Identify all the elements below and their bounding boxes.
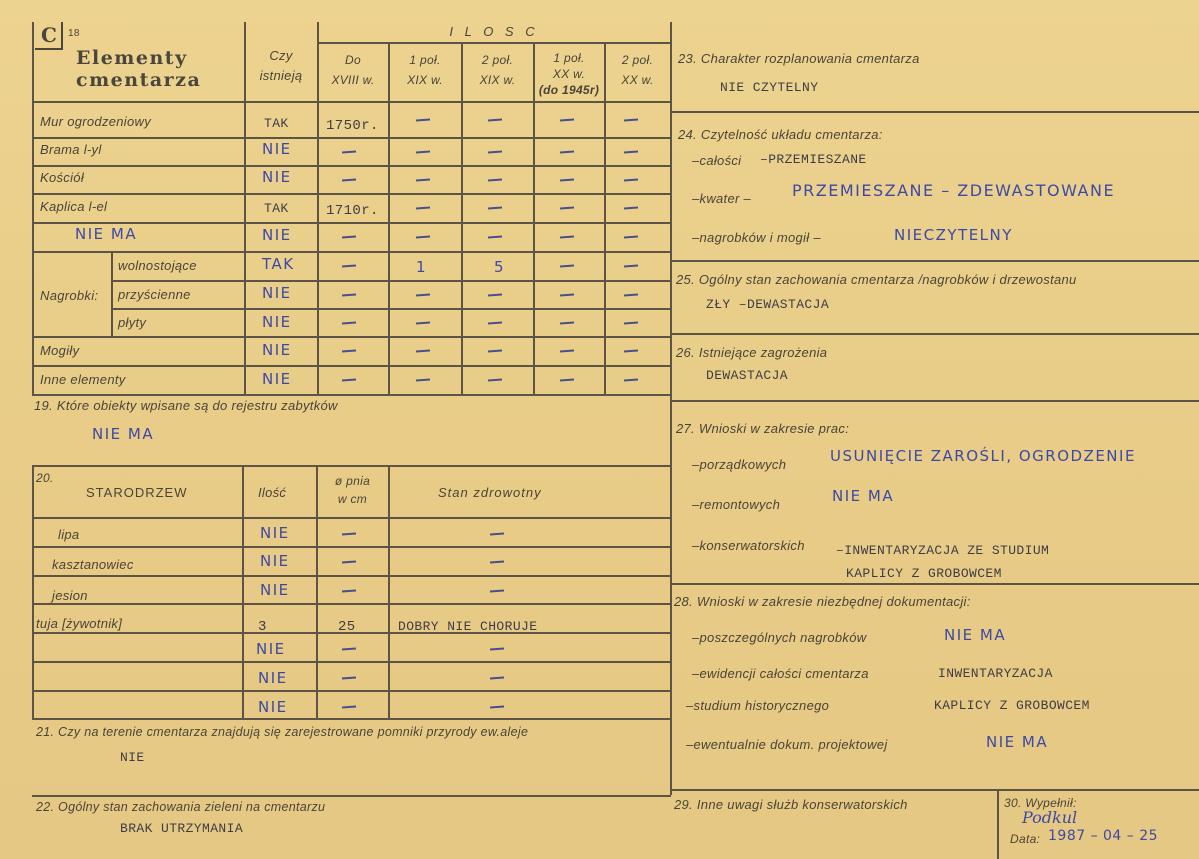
divider (32, 165, 671, 167)
divider (604, 42, 606, 395)
empty-cell-dash (560, 236, 574, 239)
empty-cell-dash (560, 119, 574, 122)
divider (32, 690, 671, 692)
empty-cell-dash (342, 151, 356, 154)
empty-cell-dash (560, 379, 574, 382)
czy-value: TAK (264, 201, 289, 216)
empty-cell-dash (560, 151, 574, 154)
col-header-2p-xx (605, 50, 670, 90)
empty-cell-dash (488, 379, 502, 382)
empty-cell-dash (560, 350, 574, 353)
q27-kons-label: –konserwatorskich (692, 538, 805, 553)
header-text: XVIII w. (331, 73, 375, 87)
empty-cell-dash (490, 677, 504, 680)
row-label-handwritten: NIE MA (75, 225, 138, 243)
q22-answer: BRAK UTRZYMANIA (120, 821, 244, 836)
divider (670, 400, 1199, 402)
divider (32, 465, 671, 467)
czy-value: NIE (262, 341, 292, 359)
divider (32, 603, 671, 605)
row-label: Inne elementy (40, 372, 126, 387)
tree-pnia: 25 (338, 619, 356, 635)
col-header-stan: Stan zdrowotny (438, 485, 542, 500)
header-text: istnieją (259, 68, 303, 83)
header-text: XX w. (621, 73, 654, 87)
q30-date: 1987 – 04 – 25 (1048, 828, 1159, 844)
empty-cell-dash (488, 119, 502, 122)
q27-porz-label: –porządkowych (692, 457, 787, 472)
q30-date-label: Data: (1010, 832, 1041, 846)
q28-label: 28. Wnioski w zakresie niezbędnej dokumentacji: (674, 594, 971, 609)
empty-cell-dash (342, 590, 356, 593)
tree-ilosc: NIE (260, 524, 290, 542)
row-label: Mur ogrodzeniowy (40, 114, 152, 129)
divider (242, 465, 244, 718)
col-header-1p-xx (534, 50, 604, 98)
empty-cell-dash (490, 561, 504, 564)
q24-nagrobkow-answer: NIECZYTELNY (894, 226, 1013, 244)
empty-cell-dash (416, 350, 430, 353)
signature: Podkul (1022, 808, 1078, 827)
q21-answer: NIE (120, 750, 145, 765)
q19-label: 19. Które obiekty wpisane są do rejestru zabytków (34, 398, 338, 413)
header-text: (do 1945r) (538, 83, 600, 97)
divider (997, 789, 999, 859)
q21-label: 21. Czy na terenie cmentarza znajdują się zarejestrowane pomniki przyrody ew.aleje (36, 725, 529, 739)
divider (32, 661, 671, 663)
empty-cell-dash (416, 119, 430, 122)
empty-cell-dash (342, 236, 356, 239)
empty-cell-dash (416, 151, 430, 154)
empty-cell-dash (342, 677, 356, 680)
q29-label: 29. Inne uwagi służb konserwatorskich (674, 797, 908, 812)
2p-xix-value: 5 (494, 258, 506, 276)
q25-answer: ZŁY –DEWASTACJA (706, 297, 830, 312)
tree-row-label: tuja [żywotnik] (36, 616, 123, 631)
q27-kons-answer: KAPLICY Z GROBOWCEM (846, 566, 1002, 581)
czy-value: TAK (262, 255, 295, 273)
header-text: ø pnia (334, 474, 371, 488)
col-header-pnia (317, 472, 388, 508)
header-text: 2 poł. (481, 53, 514, 67)
empty-cell-dash (624, 294, 638, 297)
empty-cell-dash (560, 265, 574, 268)
divider (32, 517, 671, 519)
q28-stud-answer: KAPLICY Z GROBOWCEM (934, 698, 1090, 713)
divider (670, 333, 1199, 335)
czy-value: NIE (262, 168, 292, 186)
empty-cell-dash (560, 207, 574, 210)
q19-answer: NIE MA (92, 425, 155, 443)
empty-cell-dash (416, 379, 430, 382)
divider (32, 394, 671, 396)
tree-ilosc: NIE (258, 698, 288, 716)
empty-cell-dash (342, 350, 356, 353)
tree-row-label: kasztanowiec (52, 557, 134, 572)
divider (670, 789, 1199, 791)
empty-cell-dash (342, 322, 356, 325)
q24-calosci-label: –całości (692, 153, 742, 168)
q27-kons-answer: –INWENTARYZACJA ZE STUDIUM (836, 543, 1050, 558)
empty-cell-dash (488, 236, 502, 239)
row-label: Kościół (40, 170, 85, 185)
divider (32, 101, 671, 103)
divider (111, 308, 671, 310)
divider (670, 111, 1199, 113)
empty-cell-dash (624, 151, 638, 154)
q24-kwater-answer: PRZEMIESZANE – ZDEWASTOWANE (792, 181, 1116, 200)
section-letter: C (35, 22, 63, 50)
q24-nagrobkow-label: –nagrobków i mogił – (692, 230, 821, 245)
q28-ewid-label: –ewidencji całości cmentarza (692, 666, 869, 681)
empty-cell-dash (488, 207, 502, 210)
divider (32, 365, 671, 367)
header-text: w cm (337, 492, 368, 506)
empty-cell-dash (490, 648, 504, 651)
empty-cell-dash (490, 533, 504, 536)
divider (670, 260, 1199, 262)
tree-ilosc: NIE (256, 640, 286, 658)
divider (670, 583, 1199, 585)
divider (388, 42, 390, 395)
divider (317, 42, 671, 44)
q25-label: 25. Ogólny stan zachowania cmentarza /nagrobków i drzewostanu (676, 272, 1077, 287)
header-text: 1 poł. (409, 53, 441, 67)
divider (32, 22, 34, 395)
empty-cell-dash (416, 294, 430, 297)
empty-cell-dash (488, 151, 502, 154)
row-label: przyścienne (118, 287, 191, 302)
row-label: Mogiły (40, 343, 80, 358)
q27-rem-answer: NIE MA (832, 487, 895, 505)
q28-ewid-answer: INWENTARYZACJA (938, 666, 1053, 681)
row-label: płyty (118, 315, 147, 330)
header-text: XX w. (552, 67, 586, 81)
q28-stud-label: –studium historycznego (686, 698, 830, 713)
tree-ilosc: NIE (260, 552, 290, 570)
col-header-2p-xix (462, 50, 533, 90)
col-header-1p-xix (389, 50, 461, 90)
empty-cell-dash (624, 350, 638, 353)
divider (32, 222, 671, 224)
empty-cell-dash (488, 179, 502, 182)
divider (388, 465, 390, 718)
header-text: XIX w. (479, 73, 516, 87)
empty-cell-dash (342, 265, 356, 268)
empty-cell-dash (342, 379, 356, 382)
row-label: wolnostojące (118, 258, 197, 273)
divider (32, 251, 671, 253)
tree-ilosc: NIE (258, 669, 288, 687)
row-label: Kaplica l-el (40, 199, 108, 214)
czy-value: NIE (262, 226, 292, 244)
q27-porz-answer: USUNIĘCIE ZAROŚLI, OGRODZENIE (830, 447, 1136, 465)
do-xviii-value: 1710r. (326, 203, 379, 219)
empty-cell-dash (624, 119, 638, 122)
q22-label: 22. Ogólny stan zachowania zieleni na cmentarzu (36, 800, 326, 814)
q23-answer: NIE CZYTELNY (720, 80, 819, 95)
header-text: Czy (269, 48, 293, 63)
q28-proj-label: –ewentualnie dokum. projektowej (686, 737, 888, 752)
empty-cell-dash (416, 179, 430, 182)
empty-cell-dash (342, 561, 356, 564)
empty-cell-dash (488, 322, 502, 325)
q28-posz-answer: NIE MA (944, 626, 1007, 644)
divider (32, 193, 671, 195)
empty-cell-dash (342, 533, 356, 536)
divider (461, 42, 463, 395)
q26-label: 26. Istniejące zagrożenia (676, 345, 828, 360)
q28-proj-answer: NIE MA (986, 733, 1049, 751)
page-title (76, 47, 201, 91)
divider (111, 280, 671, 282)
divider (32, 795, 671, 797)
empty-cell-dash (416, 236, 430, 239)
q26-answer: DEWASTACJA (706, 368, 789, 383)
empty-cell-dash (342, 294, 356, 297)
tree-ilosc: NIE (260, 581, 290, 599)
empty-cell-dash (624, 207, 638, 210)
nagrobki-label: Nagrobki: (40, 288, 99, 303)
empty-cell-dash (342, 706, 356, 709)
empty-cell-dash (560, 179, 574, 182)
empty-cell-dash (488, 350, 502, 353)
czy-value: NIE (262, 313, 292, 331)
q28-posz-label: –poszczególnych nagrobków (692, 630, 867, 645)
empty-cell-dash (416, 207, 430, 210)
divider (32, 465, 34, 718)
do-xviii-value: 1750r. (326, 118, 379, 134)
col-header-starodrzew: STARODRZEW (86, 485, 188, 500)
empty-cell-dash (624, 322, 638, 325)
header-text: XIX w. (407, 73, 443, 87)
tree-ilosc: 3 (258, 619, 267, 635)
q24-label: 24. Czytelność układu cmentarza: (678, 127, 883, 142)
header-text: Do (345, 53, 361, 67)
row-label: Brama l-yl (40, 142, 102, 157)
divider (32, 575, 671, 577)
tree-row-label: lipa (58, 527, 80, 542)
q24-kwater-label: –kwater – (692, 191, 752, 206)
q20-num: 20. (36, 471, 54, 485)
col-header-do-xviii (318, 50, 388, 90)
divider (32, 336, 671, 338)
empty-cell-dash (560, 294, 574, 297)
empty-cell-dash (342, 179, 356, 182)
empty-cell-dash (624, 179, 638, 182)
col-header-ilosc: I L O S C (449, 24, 539, 39)
tree-stan: DOBRY NIE CHORUJE (398, 619, 538, 634)
empty-cell-dash (624, 236, 638, 239)
1p-xix-value: 1 (416, 258, 428, 276)
divider (111, 251, 113, 336)
empty-cell-dash (624, 265, 638, 268)
empty-cell-dash (416, 322, 430, 325)
czy-value: NIE (262, 140, 292, 158)
q27-label: 27. Wnioski w zakresie prac: (676, 421, 850, 436)
czy-value: TAK (264, 116, 289, 131)
empty-cell-dash (490, 590, 504, 593)
empty-cell-dash (560, 322, 574, 325)
empty-cell-dash (342, 648, 356, 651)
q24-calosci-answer: –PRZEMIESZANE (760, 152, 867, 167)
empty-cell-dash (624, 379, 638, 382)
czy-value: NIE (262, 284, 292, 302)
col-header-ilosc-tree: Ilość (258, 485, 287, 500)
title-line: cmentarza (76, 69, 202, 91)
col-header-czy (245, 46, 317, 86)
q27-rem-label: –remontowych (692, 497, 781, 512)
header-text: 1 poł. (553, 51, 585, 65)
q30-label: 30. Wypełnił: (1004, 796, 1077, 810)
empty-cell-dash (490, 706, 504, 709)
divider (32, 718, 671, 720)
tree-row-label: jesion (52, 588, 88, 603)
empty-cell-dash (488, 294, 502, 297)
q23-label: 23. Charakter rozplanowania cmentarza (678, 51, 920, 66)
divider (32, 137, 671, 139)
title-line: Elementy (76, 47, 188, 69)
section-number: 18 (68, 28, 80, 39)
czy-value: NIE (262, 370, 292, 388)
divider (32, 546, 671, 548)
header-text: 2 poł. (621, 53, 654, 67)
